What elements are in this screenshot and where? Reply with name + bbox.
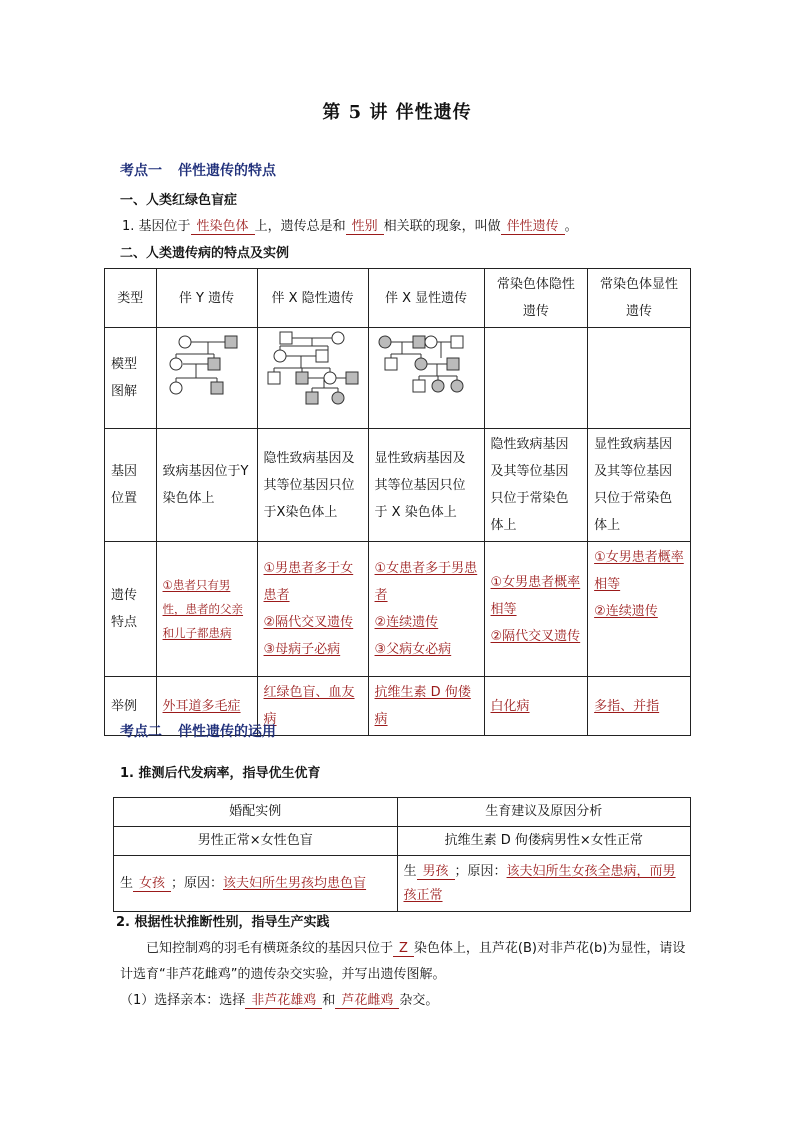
kd1-label: 考点一 xyxy=(120,163,162,179)
mt-header-1: 婚配实例 xyxy=(114,798,398,827)
pedigree-auto-dominant-empty xyxy=(588,328,691,429)
header-y: 伴 Y 遗传 xyxy=(156,269,257,328)
section-heading-1 xyxy=(120,160,276,180)
feat-x-recessive: ①男患者多于女患者 ②隔代交叉遗传 ③母病子必病 xyxy=(257,542,368,677)
fill-in-line-1: 1. 基因位于 性染色体 上，遗传总是和 性别 相关联的现象，叫做 伴性遗传 。 xyxy=(122,219,578,234)
answer-female: 芦花雌鸡 xyxy=(335,993,399,1009)
feat-x-dominant: ①女患者多于男患者 ②连续遗传 ③父病女必病 xyxy=(368,542,484,677)
mt-advice-1: 生 女孩 ；原因：该夫妇所生男孩均患色盲 xyxy=(114,856,398,912)
answer-2: 性别 xyxy=(346,219,384,235)
pedigree-auto-recessive-empty xyxy=(484,328,588,429)
ex-x-dominant: 抗维生素 D 佝偻病 xyxy=(368,677,484,736)
header-auto-recessive: 常染色体隐性遗传 xyxy=(484,269,588,328)
feat-auto-recessive: ①女男患者概率相等 ②隔代交叉遗传 xyxy=(484,542,588,677)
header-x-recessive: 伴 X 隐性遗传 xyxy=(257,269,368,328)
disease-table xyxy=(104,268,691,736)
pos-y: 致病基因位于Y染色体上 xyxy=(156,429,257,542)
kd2-label: 考点二 xyxy=(120,724,162,740)
row-label-model: 模型图解 xyxy=(105,328,157,429)
kd2-text: 伴性遗传的运用 xyxy=(178,724,276,740)
paragraph-chicken: 已知控制鸡的羽毛有横斑条纹的基因只位于 Z 染色体上，且芦花(B)对非芦花(b)为显性，请设计选育“非芦花雌鸡”的遗传杂交实验，并写出遗传图解。 xyxy=(120,941,686,982)
header-auto-dominant: 常染色体显性遗传 xyxy=(588,269,691,328)
subheading-disease-features: 二、人类遗传病的特点及实例 xyxy=(120,246,290,261)
page-title: 第 5 讲 伴性遗传 xyxy=(322,102,472,123)
row-label-example: 举例 xyxy=(105,677,157,736)
pedigree-y-diagram xyxy=(157,328,257,418)
section-heading-2 xyxy=(120,721,276,741)
pedigree-x-dominant xyxy=(368,328,484,429)
header-x-dominant: 伴 X 显性遗传 xyxy=(368,269,484,328)
pedigree-xr-diagram xyxy=(258,328,368,418)
pos-x-recessive: 隐性致病基因及其等位基因只位于X染色体上 xyxy=(257,429,368,542)
ex-x-recessive: 红绿色盲、血友病 xyxy=(257,677,368,736)
marriage-table xyxy=(113,797,691,912)
pedigree-y xyxy=(156,328,257,429)
mt-case-2: 抗维生素 D 佝偻病男性×女性正常 xyxy=(397,827,691,856)
answer-z: Z xyxy=(393,941,414,957)
ex-auto-recessive: 白化病 xyxy=(484,677,588,736)
answer-3: 伴性遗传 xyxy=(501,219,565,235)
answer-male: 非芦花雄鸡 xyxy=(245,993,322,1009)
mt-case-1: 男性正常×女性色盲 xyxy=(114,827,398,856)
pedigree-x-recessive xyxy=(257,328,368,429)
row-label-features: 遗传特点 xyxy=(105,542,157,677)
ex-y: 外耳道多毛症 xyxy=(156,677,257,736)
subheading-colorblind: 一、人类红绿色盲症 xyxy=(120,193,238,208)
subheading-predict: 1. 推测后代发病率，指导优生优育 xyxy=(120,766,321,781)
feat-auto-dominant: ①女男患者概率相等 ②连续遗传 xyxy=(588,542,691,677)
paragraph-parents: （1）选择亲本：选择 非芦花雄鸡 和 芦花雌鸡 杂交。 xyxy=(120,993,439,1008)
pedigree-xd-diagram xyxy=(369,328,484,418)
pos-x-dominant: 显性致病基因及其等位基因只位于 X 染色体上 xyxy=(368,429,484,542)
feat-y: ①患者只有男性，患者的父亲和儿子都患病 xyxy=(156,542,257,677)
answer-1: 性染色体 xyxy=(191,219,255,235)
row-label-position: 基因位置 xyxy=(105,429,157,542)
header-type: 类型 xyxy=(105,269,157,328)
mt-advice-2: 生 男孩 ；原因：该夫妇所生女孩全患病，而男孩正常 xyxy=(397,856,691,912)
pos-auto-dominant: 显性致病基因及其等位基因只位于常染色体上 xyxy=(588,429,691,542)
kd1-text: 伴性遗传的特点 xyxy=(178,163,276,179)
subheading-infer-sex: 2. 根据性状推断性别，指导生产实践 xyxy=(116,915,330,930)
mt-header-2: 生育建议及原因分析 xyxy=(397,798,691,827)
ex-auto-dominant: 多指、并指 xyxy=(588,677,691,736)
pos-auto-recessive: 隐性致病基因及其等位基因只位于常染色体上 xyxy=(484,429,588,542)
